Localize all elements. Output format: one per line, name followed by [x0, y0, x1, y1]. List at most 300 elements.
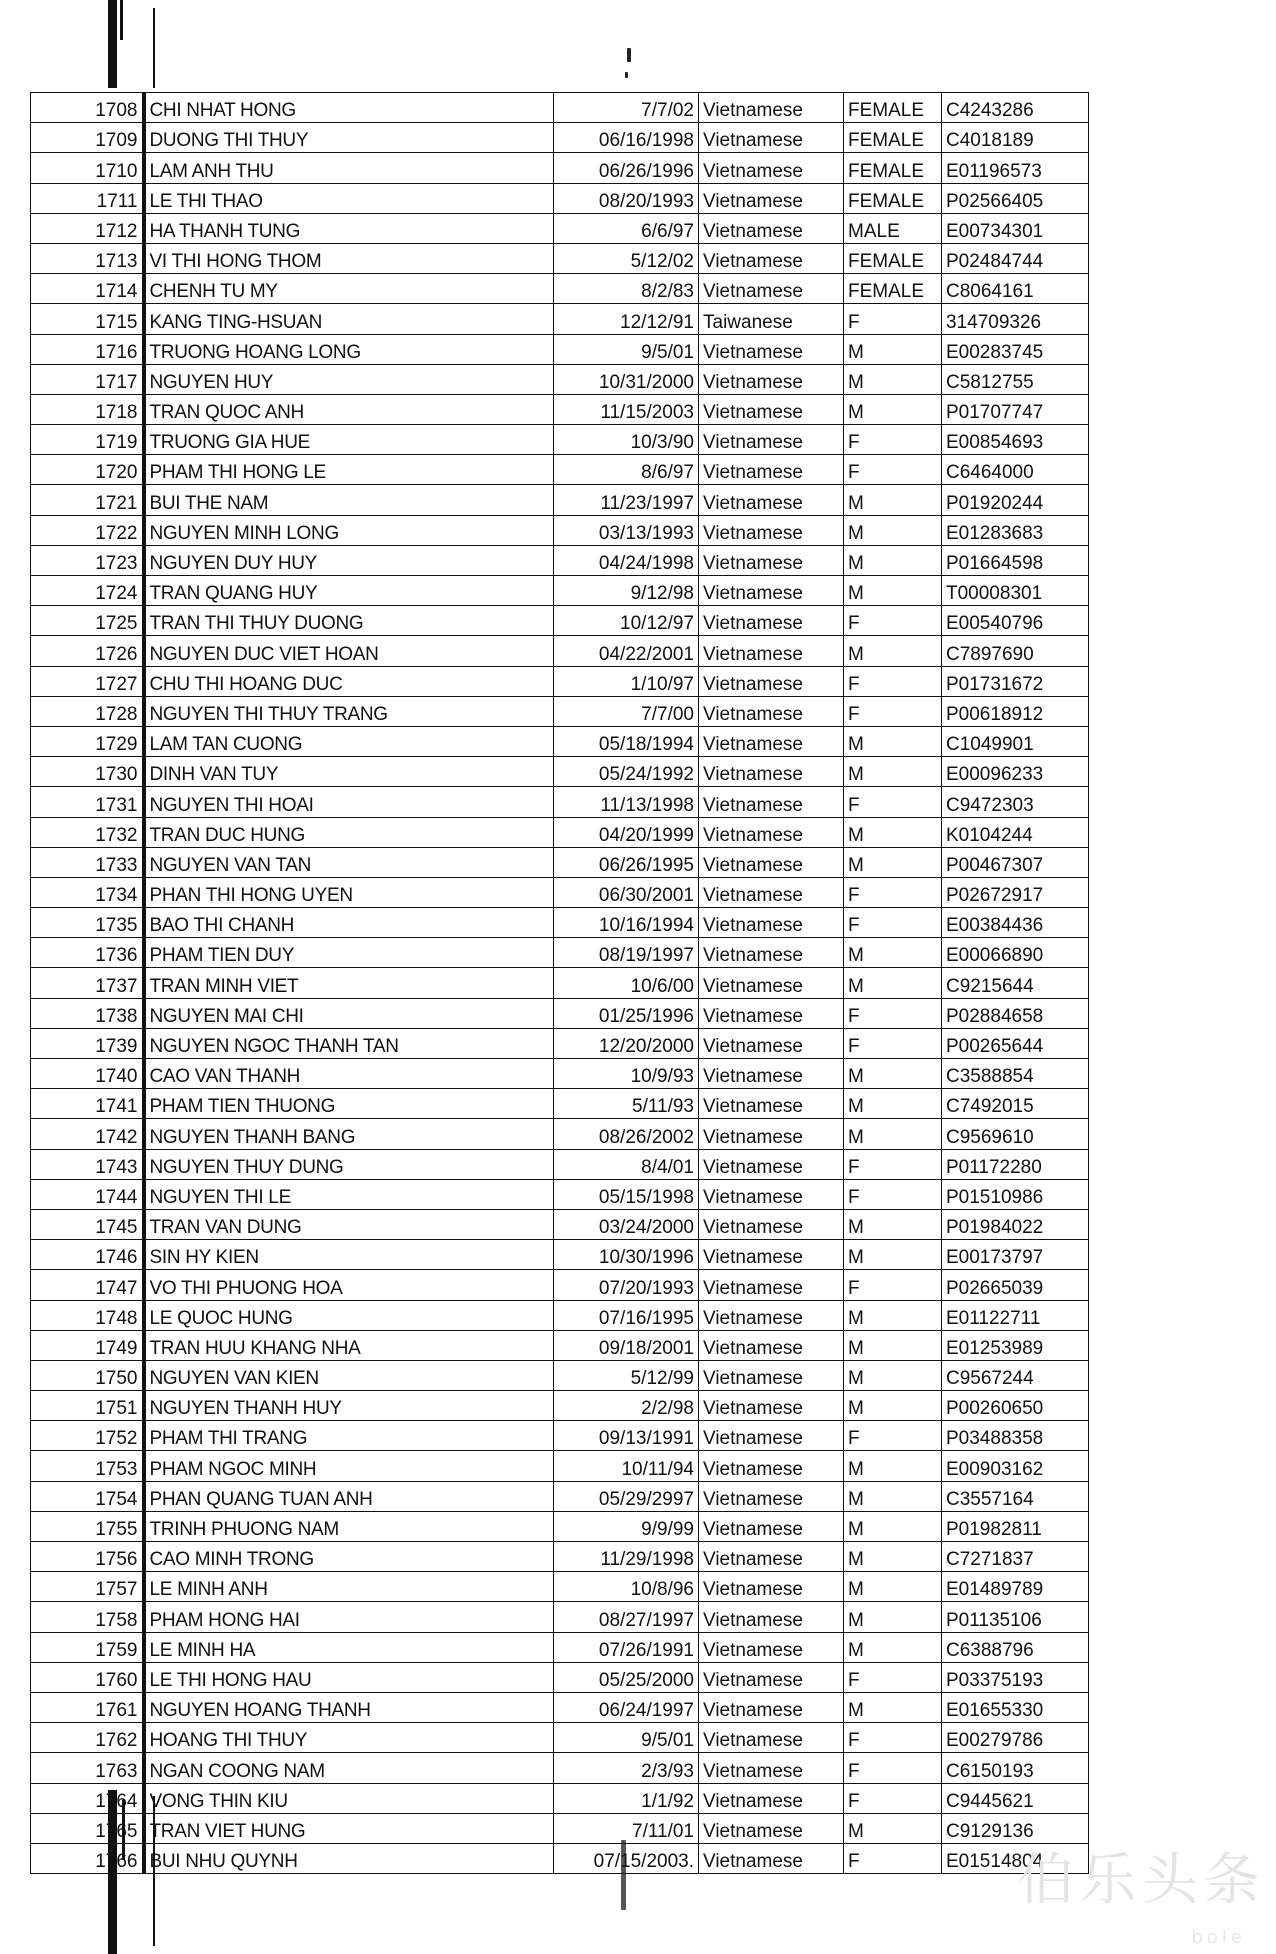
nationality-cell: Vietnamese [699, 787, 844, 817]
full-name-cell: NGUYEN HOANG THANH [144, 1692, 554, 1722]
passport-number-cell: P02566405 [942, 183, 1089, 213]
date-of-birth-cell: 05/29/2997 [554, 1481, 699, 1511]
sex-cell: F [844, 666, 942, 696]
nationality-cell: Vietnamese [699, 93, 844, 123]
sex-cell: M [844, 1451, 942, 1481]
full-name-cell: LE THI HONG HAU [144, 1662, 554, 1692]
row-number-cell: 1746 [31, 1240, 144, 1270]
sex-cell: FEMALE [844, 123, 942, 153]
date-of-birth-cell: 7/11/01 [554, 1813, 699, 1843]
passport-number-cell: E01196573 [942, 153, 1089, 183]
table-row [31, 183, 1089, 213]
row-number-cell: 1752 [31, 1421, 144, 1451]
table-row [31, 1270, 1089, 1300]
date-of-birth-cell: 07/16/1995 [554, 1300, 699, 1330]
table-row [31, 817, 1089, 847]
date-of-birth-cell: 10/6/00 [554, 968, 699, 998]
full-name-cell: NGUYEN THANH HUY [144, 1391, 554, 1421]
table-row [31, 1662, 1089, 1692]
passport-number-cell: C4018189 [942, 123, 1089, 153]
table-row [31, 1119, 1089, 1149]
full-name-cell: NGUYEN DUC VIET HOAN [144, 636, 554, 666]
nationality-cell: Vietnamese [699, 1089, 844, 1119]
passport-number-cell: P02672917 [942, 877, 1089, 907]
row-number-cell: 1753 [31, 1451, 144, 1481]
full-name-cell: TRUONG GIA HUE [144, 425, 554, 455]
row-number-cell: 1709 [31, 123, 144, 153]
nationality-cell: Vietnamese [699, 1723, 844, 1753]
full-name-cell: NGUYEN THI HOAI [144, 787, 554, 817]
date-of-birth-cell: 03/24/2000 [554, 1209, 699, 1239]
nationality-cell: Vietnamese [699, 636, 844, 666]
row-number-cell: 1754 [31, 1481, 144, 1511]
passport-number-cell: C6150193 [942, 1753, 1089, 1783]
nationality-cell: Vietnamese [699, 515, 844, 545]
row-number-cell: 1743 [31, 1149, 144, 1179]
passport-number-cell: P03488358 [942, 1421, 1089, 1451]
sex-cell: M [844, 1813, 942, 1843]
full-name-cell: TRAN QUOC ANH [144, 394, 554, 424]
date-of-birth-cell: 07/15/2003. [554, 1843, 699, 1873]
date-of-birth-cell: 5/12/99 [554, 1360, 699, 1390]
sex-cell: M [844, 545, 942, 575]
table-row [31, 1572, 1089, 1602]
nationality-cell: Vietnamese [699, 183, 844, 213]
row-number-cell: 1733 [31, 847, 144, 877]
sex-cell: M [844, 938, 942, 968]
passport-number-cell: C7271837 [942, 1542, 1089, 1572]
date-of-birth-cell: 9/9/99 [554, 1511, 699, 1541]
sex-cell: M [844, 576, 942, 606]
date-of-birth-cell: 06/30/2001 [554, 877, 699, 907]
watermark-sub: bole [1191, 1927, 1246, 1948]
table-row [31, 455, 1089, 485]
full-name-cell: LAM TAN CUONG [144, 726, 554, 756]
table-row [31, 1481, 1089, 1511]
row-number-cell: 1744 [31, 1179, 144, 1209]
row-number-cell: 1729 [31, 726, 144, 756]
date-of-birth-cell: 12/20/2000 [554, 1028, 699, 1058]
date-of-birth-cell: 08/26/2002 [554, 1119, 699, 1149]
date-of-birth-cell: 10/31/2000 [554, 364, 699, 394]
sex-cell: F [844, 425, 942, 455]
nationality-cell: Vietnamese [699, 877, 844, 907]
full-name-cell: CAO VAN THANH [144, 1059, 554, 1089]
sex-cell: M [844, 1481, 942, 1511]
date-of-birth-cell: 08/20/1993 [554, 183, 699, 213]
nationality-cell: Vietnamese [699, 1813, 844, 1843]
row-number-cell: 1738 [31, 998, 144, 1028]
nationality-cell: Vietnamese [699, 1511, 844, 1541]
sex-cell: F [844, 606, 942, 636]
date-of-birth-cell: 9/5/01 [554, 1723, 699, 1753]
full-name-cell: TRAN HUU KHANG NHA [144, 1330, 554, 1360]
full-name-cell: LAM ANH THU [144, 153, 554, 183]
nationality-cell: Vietnamese [699, 1783, 844, 1813]
full-name-cell: NGUYEN MAI CHI [144, 998, 554, 1028]
sex-cell: F [844, 1753, 942, 1783]
sex-cell: M [844, 1089, 942, 1119]
sex-cell: M [844, 726, 942, 756]
full-name-cell: NGUYEN HUY [144, 364, 554, 394]
date-of-birth-cell: 10/11/94 [554, 1451, 699, 1481]
table-row [31, 1391, 1089, 1421]
full-name-cell: NGUYEN VAN TAN [144, 847, 554, 877]
passport-number-cell: E01122711 [942, 1300, 1089, 1330]
full-name-cell: BAO THI CHANH [144, 908, 554, 938]
row-number-cell: 1732 [31, 817, 144, 847]
passport-number-cell: P01707747 [942, 394, 1089, 424]
full-name-cell: DUONG THI THUY [144, 123, 554, 153]
date-of-birth-cell: 8/2/83 [554, 274, 699, 304]
nationality-cell: Vietnamese [699, 726, 844, 756]
date-of-birth-cell: 12/12/91 [554, 304, 699, 334]
sex-cell: FEMALE [844, 243, 942, 273]
passport-number-cell: C1049901 [942, 726, 1089, 756]
nationality-cell: Vietnamese [699, 1632, 844, 1662]
passport-number-cell: P02884658 [942, 998, 1089, 1028]
full-name-cell: TRUONG HOANG LONG [144, 334, 554, 364]
date-of-birth-cell: 10/12/97 [554, 606, 699, 636]
passport-number-cell: C9567244 [942, 1360, 1089, 1390]
date-of-birth-cell: 10/8/96 [554, 1572, 699, 1602]
full-name-cell: PHAM THI HONG LE [144, 455, 554, 485]
sex-cell: M [844, 1360, 942, 1390]
table-row [31, 1240, 1089, 1270]
nationality-cell: Vietnamese [699, 968, 844, 998]
row-number-cell: 1765 [31, 1813, 144, 1843]
row-number-cell: 1718 [31, 394, 144, 424]
sex-cell: F [844, 1149, 942, 1179]
passport-number-cell: E00540796 [942, 606, 1089, 636]
table-row [31, 1632, 1089, 1662]
row-number-cell: 1717 [31, 364, 144, 394]
row-number-cell: 1710 [31, 153, 144, 183]
sex-cell: M [844, 1572, 942, 1602]
nationality-cell: Vietnamese [699, 1662, 844, 1692]
full-name-cell: PHAM HONG HAI [144, 1602, 554, 1632]
full-name-cell: NGUYEN VAN KIEN [144, 1360, 554, 1390]
date-of-birth-cell: 04/22/2001 [554, 636, 699, 666]
table-row [31, 1360, 1089, 1390]
date-of-birth-cell: 1/1/92 [554, 1783, 699, 1813]
passport-number-cell: E00903162 [942, 1451, 1089, 1481]
table-row [31, 123, 1089, 153]
table-row [31, 726, 1089, 756]
passport-number-cell: C4243286 [942, 93, 1089, 123]
row-number-cell: 1761 [31, 1692, 144, 1722]
table-row [31, 968, 1089, 998]
row-number-cell: 1727 [31, 666, 144, 696]
date-of-birth-cell: 03/13/1993 [554, 515, 699, 545]
passport-number-cell: C6464000 [942, 455, 1089, 485]
passport-number-cell: C9445621 [942, 1783, 1089, 1813]
row-number-cell: 1731 [31, 787, 144, 817]
full-name-cell: SIN HY KIEN [144, 1240, 554, 1270]
sex-cell: M [844, 636, 942, 666]
date-of-birth-cell: 9/12/98 [554, 576, 699, 606]
table-row [31, 666, 1089, 696]
sex-cell: M [844, 1330, 942, 1360]
nationality-cell: Vietnamese [699, 274, 844, 304]
scan-speck-top [627, 48, 631, 62]
sex-cell: F [844, 1662, 942, 1692]
table-row [31, 696, 1089, 726]
passport-number-cell: P00618912 [942, 696, 1089, 726]
row-number-cell: 1759 [31, 1632, 144, 1662]
full-name-cell: TRINH PHUONG NAM [144, 1511, 554, 1541]
table-row [31, 1179, 1089, 1209]
nationality-cell: Vietnamese [699, 1753, 844, 1783]
full-name-cell: TRAN QUANG HUY [144, 576, 554, 606]
sex-cell: M [844, 1391, 942, 1421]
nationality-cell: Vietnamese [699, 847, 844, 877]
sex-cell: M [844, 1602, 942, 1632]
date-of-birth-cell: 06/26/1996 [554, 153, 699, 183]
sex-cell: F [844, 1028, 942, 1058]
date-of-birth-cell: 8/6/97 [554, 455, 699, 485]
passport-number-cell: E00854693 [942, 425, 1089, 455]
row-number-cell: 1728 [31, 696, 144, 726]
passport-number-cell: C6388796 [942, 1632, 1089, 1662]
table-row [31, 364, 1089, 394]
nationality-cell: Vietnamese [699, 576, 844, 606]
passport-number-cell: P01731672 [942, 666, 1089, 696]
date-of-birth-cell: 08/19/1997 [554, 938, 699, 968]
table-row [31, 304, 1089, 334]
row-number-cell: 1737 [31, 968, 144, 998]
nationality-cell: Vietnamese [699, 1542, 844, 1572]
nationality-cell: Vietnamese [699, 1330, 844, 1360]
full-name-cell: CHU THI HOANG DUC [144, 666, 554, 696]
table-row [31, 274, 1089, 304]
full-name-cell: VI THI HONG THOM [144, 243, 554, 273]
row-number-cell: 1763 [31, 1753, 144, 1783]
sex-cell: M [844, 1692, 942, 1722]
table-row [31, 394, 1089, 424]
row-number-cell: 1766 [31, 1843, 144, 1873]
nationality-cell: Vietnamese [699, 334, 844, 364]
row-number-cell: 1723 [31, 545, 144, 575]
sex-cell: M [844, 364, 942, 394]
nationality-cell: Vietnamese [699, 908, 844, 938]
date-of-birth-cell: 10/9/93 [554, 1059, 699, 1089]
passport-number-cell: C3557164 [942, 1481, 1089, 1511]
nationality-cell: Vietnamese [699, 1602, 844, 1632]
nationality-cell: Vietnamese [699, 425, 844, 455]
passport-number-cell: P02665039 [942, 1270, 1089, 1300]
date-of-birth-cell: 04/24/1998 [554, 545, 699, 575]
sex-cell: M [844, 1542, 942, 1572]
table-row [31, 998, 1089, 1028]
row-number-cell: 1764 [31, 1783, 144, 1813]
passport-number-cell: C7492015 [942, 1089, 1089, 1119]
nationality-cell: Vietnamese [699, 455, 844, 485]
full-name-cell: CAO MINH TRONG [144, 1542, 554, 1572]
table-row [31, 425, 1089, 455]
nationality-cell: Vietnamese [699, 1240, 844, 1270]
passport-number-cell: P00467307 [942, 847, 1089, 877]
full-name-cell: KANG TING-HSUAN [144, 304, 554, 334]
full-name-cell: NGUYEN THUY DUNG [144, 1149, 554, 1179]
row-number-cell: 1726 [31, 636, 144, 666]
nationality-cell: Vietnamese [699, 1692, 844, 1722]
sex-cell: F [844, 1723, 942, 1753]
table-row [31, 334, 1089, 364]
nationality-cell: Vietnamese [699, 1421, 844, 1451]
full-name-cell: NGUYEN THI LE [144, 1179, 554, 1209]
full-name-cell: PHAM TIEN DUY [144, 938, 554, 968]
sex-cell: M [844, 1059, 942, 1089]
sex-cell: F [844, 1783, 942, 1813]
full-name-cell: VONG THIN KIU [144, 1783, 554, 1813]
sex-cell: FEMALE [844, 274, 942, 304]
row-number-cell: 1739 [31, 1028, 144, 1058]
table-row [31, 1149, 1089, 1179]
nationality-cell: Vietnamese [699, 1572, 844, 1602]
passport-number-cell: C9215644 [942, 968, 1089, 998]
nationality-cell: Vietnamese [699, 1481, 844, 1511]
date-of-birth-cell: 5/12/02 [554, 243, 699, 273]
date-of-birth-cell: 6/6/97 [554, 213, 699, 243]
date-of-birth-cell: 06/24/1997 [554, 1692, 699, 1722]
table-row [31, 1059, 1089, 1089]
nationality-cell: Vietnamese [699, 243, 844, 273]
nationality-cell: Vietnamese [699, 1360, 844, 1390]
binder-mark-top-left [108, 0, 117, 88]
date-of-birth-cell: 1/10/97 [554, 666, 699, 696]
passport-number-cell: E00096233 [942, 757, 1089, 787]
date-of-birth-cell: 05/18/1994 [554, 726, 699, 756]
passport-number-cell: C5812755 [942, 364, 1089, 394]
date-of-birth-cell: 7/7/02 [554, 93, 699, 123]
passport-number-cell: P03375193 [942, 1662, 1089, 1692]
sex-cell: M [844, 1240, 942, 1270]
passport-number-cell: E00283745 [942, 334, 1089, 364]
full-name-cell: LE QUOC HUNG [144, 1300, 554, 1330]
nationality-cell: Vietnamese [699, 1059, 844, 1089]
table-row [31, 93, 1089, 123]
date-of-birth-cell: 11/29/1998 [554, 1542, 699, 1572]
nationality-cell: Vietnamese [699, 1843, 844, 1873]
full-name-cell: DINH VAN TUY [144, 757, 554, 787]
passport-number-cell: E01253989 [942, 1330, 1089, 1360]
row-number-cell: 1708 [31, 93, 144, 123]
sex-cell: F [844, 1843, 942, 1873]
nationality-cell: Vietnamese [699, 123, 844, 153]
date-of-birth-cell: 11/23/1997 [554, 485, 699, 515]
sex-cell: M [844, 968, 942, 998]
date-of-birth-cell: 07/26/1991 [554, 1632, 699, 1662]
date-of-birth-cell: 11/15/2003 [554, 394, 699, 424]
binder-mark-top-left-2 [120, 0, 123, 40]
roster-body [31, 93, 1089, 1874]
table-row [31, 576, 1089, 606]
date-of-birth-cell: 2/2/98 [554, 1391, 699, 1421]
full-name-cell: NGUYEN MINH LONG [144, 515, 554, 545]
table-row [31, 1542, 1089, 1572]
full-name-cell: NGUYEN THANH BANG [144, 1119, 554, 1149]
full-name-cell: LE MINH HA [144, 1632, 554, 1662]
sex-cell: M [844, 757, 942, 787]
row-number-cell: 1714 [31, 274, 144, 304]
row-number-cell: 1748 [31, 1300, 144, 1330]
passport-number-cell: P01510986 [942, 1179, 1089, 1209]
nationality-cell: Vietnamese [699, 545, 844, 575]
nationality-cell: Vietnamese [699, 817, 844, 847]
full-name-cell: TRAN VAN DUNG [144, 1209, 554, 1239]
sex-cell: F [844, 1421, 942, 1451]
passport-number-cell: E01655330 [942, 1692, 1089, 1722]
sex-cell: F [844, 877, 942, 907]
passport-number-cell: E00384436 [942, 908, 1089, 938]
date-of-birth-cell: 2/3/93 [554, 1753, 699, 1783]
row-number-cell: 1751 [31, 1391, 144, 1421]
row-number-cell: 1747 [31, 1270, 144, 1300]
full-name-cell: PHAM TIEN THUONG [144, 1089, 554, 1119]
table-row [31, 213, 1089, 243]
table-row [31, 515, 1089, 545]
date-of-birth-cell: 05/15/1998 [554, 1179, 699, 1209]
date-of-birth-cell: 09/13/1991 [554, 1421, 699, 1451]
sex-cell: F [844, 455, 942, 485]
nationality-cell: Vietnamese [699, 998, 844, 1028]
date-of-birth-cell: 07/20/1993 [554, 1270, 699, 1300]
nationality-cell: Vietnamese [699, 696, 844, 726]
passport-number-cell: E01489789 [942, 1572, 1089, 1602]
roster-table [30, 92, 1089, 1874]
full-name-cell: VO THI PHUONG HOA [144, 1270, 554, 1300]
row-number-cell: 1713 [31, 243, 144, 273]
sex-cell: F [844, 998, 942, 1028]
table-row [31, 1300, 1089, 1330]
sex-cell: M [844, 847, 942, 877]
passport-number-cell: E01283683 [942, 515, 1089, 545]
date-of-birth-cell: 11/13/1998 [554, 787, 699, 817]
row-number-cell: 1722 [31, 515, 144, 545]
table-row [31, 1330, 1089, 1360]
sex-cell: F [844, 908, 942, 938]
row-number-cell: 1715 [31, 304, 144, 334]
full-name-cell: LE THI THAO [144, 183, 554, 213]
passport-number-cell: C9472303 [942, 787, 1089, 817]
passport-number-cell: E00173797 [942, 1240, 1089, 1270]
nationality-cell: Vietnamese [699, 938, 844, 968]
passport-number-cell: P01984022 [942, 1209, 1089, 1239]
table-row [31, 545, 1089, 575]
date-of-birth-cell: 06/16/1998 [554, 123, 699, 153]
full-name-cell: TRAN VIET HUNG [144, 1813, 554, 1843]
table-row [31, 1451, 1089, 1481]
passport-number-cell: P00265644 [942, 1028, 1089, 1058]
sex-cell: F [844, 787, 942, 817]
date-of-birth-cell: 5/11/93 [554, 1089, 699, 1119]
table-row [31, 1813, 1089, 1843]
full-name-cell: PHAM THI TRANG [144, 1421, 554, 1451]
row-number-cell: 1756 [31, 1542, 144, 1572]
full-name-cell: BUI NHU QUYNH [144, 1843, 554, 1873]
row-number-cell: 1735 [31, 908, 144, 938]
row-number-cell: 1757 [31, 1572, 144, 1602]
sex-cell: M [844, 1119, 942, 1149]
row-number-cell: 1762 [31, 1723, 144, 1753]
table-row [31, 153, 1089, 183]
sex-cell: FEMALE [844, 183, 942, 213]
full-name-cell: HA THANH TUNG [144, 213, 554, 243]
nationality-cell: Vietnamese [699, 606, 844, 636]
passport-number-cell: E01514804 [942, 1843, 1089, 1873]
row-number-cell: 1760 [31, 1662, 144, 1692]
